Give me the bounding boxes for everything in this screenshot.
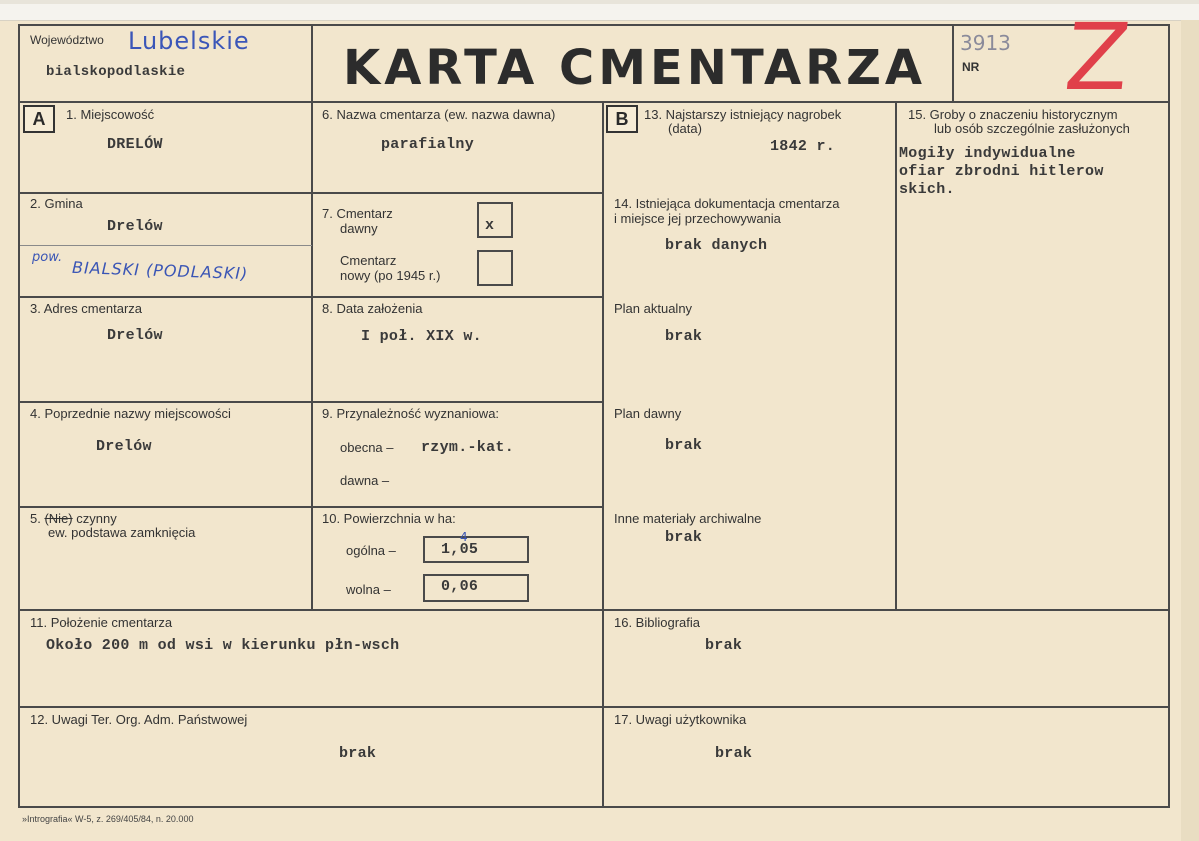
card-title: KARTA CMENTARZA bbox=[343, 40, 927, 96]
f2-value: Drelów bbox=[107, 218, 163, 235]
f9-dawna-label: dawna – bbox=[340, 473, 390, 488]
section-b-marker: B bbox=[606, 105, 638, 133]
f10-label: 10. Powierzchnia w ha: bbox=[322, 511, 456, 526]
plan-aktualny-value: brak bbox=[665, 328, 703, 345]
wojewodztwo-typed: bialskopodlaskie bbox=[46, 64, 186, 80]
f7-dawny-mark: x bbox=[485, 217, 495, 234]
f5-label-rest: czynny bbox=[76, 511, 117, 526]
f9-label: 9. Przynależność wyznaniowa: bbox=[322, 406, 500, 421]
f10-wolna-label: wolna – bbox=[346, 582, 391, 597]
f7-dawny-label: dawny bbox=[340, 221, 378, 236]
f16-label: 16. Bibliografia bbox=[614, 615, 700, 630]
f5-label-prefix: 5. bbox=[30, 511, 41, 526]
f6-value: parafialny bbox=[381, 136, 475, 153]
f7-nowy-label: Cmentarz bbox=[340, 253, 397, 268]
f4-label: 4. Poprzednie nazwy miejscowości bbox=[30, 406, 231, 421]
f17-label: 17. Uwagi użytkownika bbox=[614, 712, 747, 727]
f11-label: 11. Położenie cmentarza bbox=[30, 615, 173, 630]
f3-label: 3. Adres cmentarza bbox=[30, 301, 142, 316]
f7-nowy-checkbox bbox=[477, 250, 513, 286]
section-a-marker: A bbox=[23, 105, 55, 133]
f15-line-1: Mogiły indywidualne bbox=[899, 145, 1076, 162]
f7-dawny-checkbox bbox=[477, 202, 513, 238]
wojewodztwo-label: Województwo bbox=[30, 33, 104, 47]
inne-value: brak bbox=[665, 529, 703, 546]
printer-imprint: »Intrografia« W-5, z. 269/405/84, n. 20.000 bbox=[22, 814, 194, 824]
f5-label-crossed: (Nie) bbox=[44, 511, 73, 526]
wojewodztwo-stamp: Lubelskie bbox=[128, 27, 250, 55]
f14-label: 14. Istniejąca dokumentacja cmentarza bbox=[614, 196, 840, 211]
f4-value: Drelów bbox=[96, 438, 152, 455]
f14-label-2: i miejsce jej przechowywania bbox=[614, 211, 781, 226]
f3-value: Drelów bbox=[107, 327, 163, 344]
f10-ogolna-correction: 4 bbox=[460, 530, 468, 544]
f15-label-2: lub osób szczególnie zasłużonych bbox=[934, 121, 1130, 136]
pow-value: BIALSKI (PODLASKI) bbox=[71, 257, 249, 284]
f13-label-2: (data) bbox=[668, 121, 702, 136]
f12-value: brak bbox=[339, 745, 377, 762]
f17-value: brak bbox=[715, 745, 753, 762]
binding-strip bbox=[0, 0, 1199, 21]
f9-obecna-value: rzym.-kat. bbox=[421, 439, 515, 456]
red-mark: Z bbox=[1060, 4, 1135, 111]
f10-ogolna-label: ogólna – bbox=[346, 543, 396, 558]
f8-label: 8. Data założenia bbox=[322, 301, 423, 316]
plan-aktualny-label: Plan aktualny bbox=[614, 301, 693, 316]
f1-label: 1. Miejscowość bbox=[66, 107, 155, 122]
f6-label: 6. Nazwa cmentarza (ew. nazwa dawna) bbox=[322, 107, 556, 122]
plan-dawny-label: Plan dawny bbox=[614, 406, 682, 421]
f2-label: 2. Gmina bbox=[30, 196, 83, 211]
plan-dawny-value: brak bbox=[665, 437, 703, 454]
f15-label: 15. Groby o znaczeniu historycznym bbox=[908, 107, 1118, 122]
f16-value: brak bbox=[705, 637, 743, 654]
f8-value: I poł. XIX w. bbox=[361, 328, 482, 345]
f15-line-3: skich. bbox=[899, 181, 955, 198]
f12-label: 12. Uwagi Ter. Org. Adm. Państwowej bbox=[30, 712, 248, 727]
inne-label: Inne materiały archiwalne bbox=[614, 511, 762, 526]
f10-wolna-value: 0,06 bbox=[441, 578, 479, 595]
f5-label bbox=[30, 511, 117, 526]
f1-value: DRELÓW bbox=[107, 136, 163, 153]
f13-label: 13. Najstarszy istniejący nagrobek bbox=[644, 107, 842, 122]
nr-handwritten: 3913 bbox=[960, 31, 1011, 55]
nr-label: NR bbox=[962, 60, 980, 74]
f14-value: brak danych bbox=[665, 237, 768, 254]
f9-obecna-label: obecna – bbox=[340, 440, 394, 455]
f11-value: Około 200 m od wsi w kierunku płn-wsch bbox=[46, 637, 400, 654]
f13-value: 1842 r. bbox=[770, 138, 836, 155]
f7-label: 7. Cmentarz bbox=[322, 206, 393, 221]
card-edge bbox=[1181, 20, 1199, 841]
pow-prefix: pow. bbox=[32, 250, 63, 265]
f10-ogolna-value: 1,05 bbox=[441, 541, 479, 558]
f7-nowy-sub: nowy (po 1945 r.) bbox=[340, 268, 441, 283]
f5-label-line2: ew. podstawa zamknięcia bbox=[48, 525, 196, 540]
f15-line-2: ofiar zbrodni hitlerow bbox=[899, 163, 1104, 180]
